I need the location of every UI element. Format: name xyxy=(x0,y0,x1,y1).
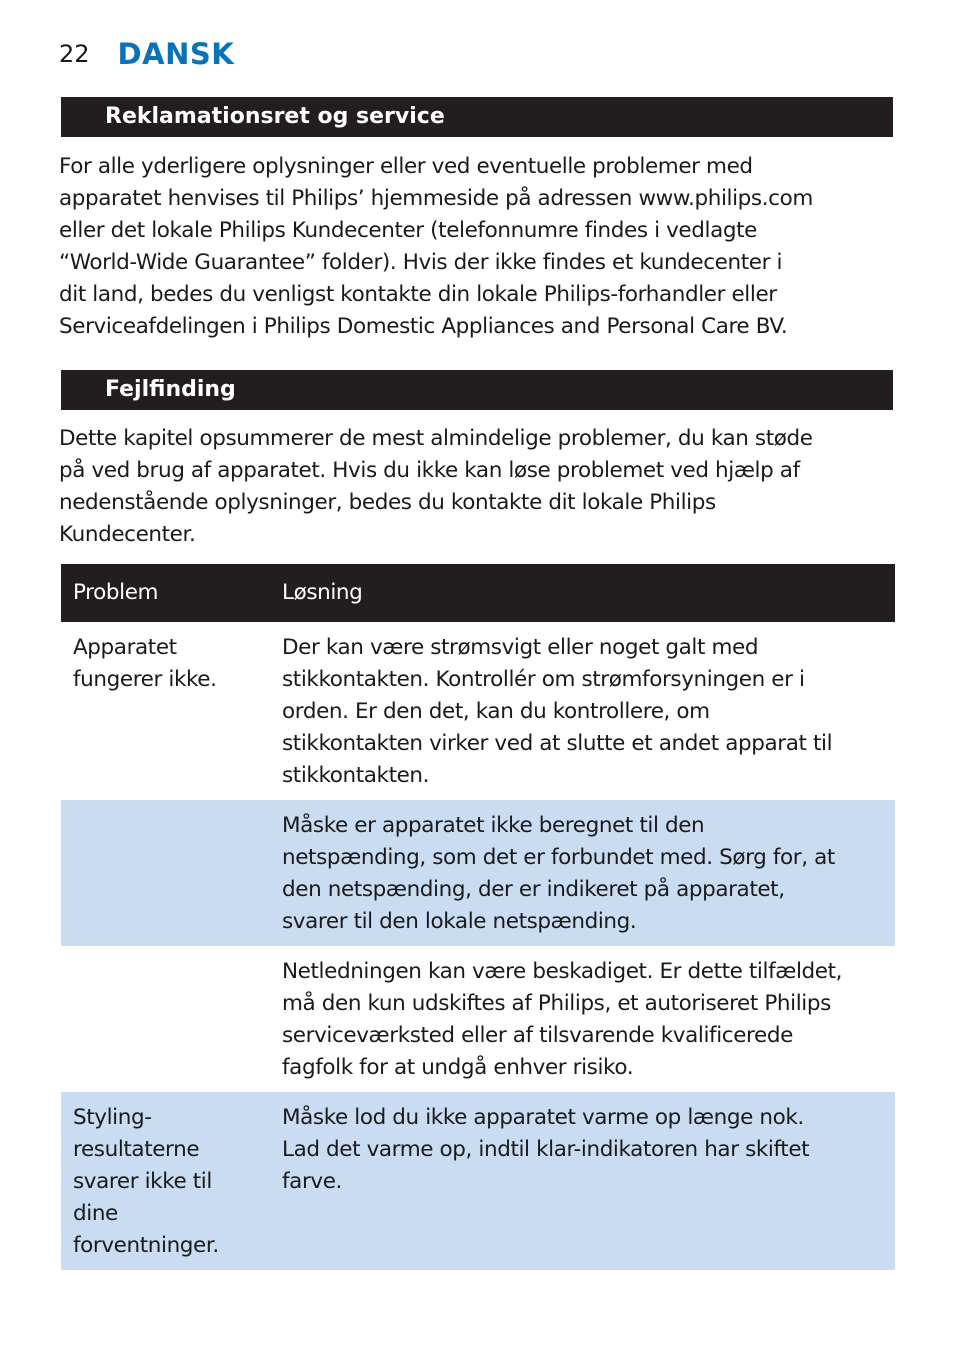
cell-line: resultaterne xyxy=(73,1137,200,1162)
cell-line: fungerer ikke. xyxy=(73,667,217,692)
text-line: Kundecenter. xyxy=(59,522,196,547)
text-line: For alle yderligere oplysninger eller ved eventuelle problemer med xyxy=(59,154,753,179)
cell-line: netspænding, som det er forbundet med. Sørg for, at xyxy=(282,845,835,870)
cell-line: stikkontakten. Kontrollér om strømforsyningen er i xyxy=(282,667,805,692)
language-title: DANSK xyxy=(117,37,235,71)
section-heading-troubleshooting: Fejlfinding xyxy=(61,370,893,410)
cell-line: svarer ikke til xyxy=(73,1169,212,1194)
cell-line: den netspænding, der er indikeret på apparatet, xyxy=(282,877,785,902)
problem-cell xyxy=(61,622,270,800)
table-header-row xyxy=(61,564,895,622)
problem-cell xyxy=(61,946,270,1092)
cell-line: Måske er apparatet ikke beregnet til den xyxy=(282,813,705,838)
cell-line: farve. xyxy=(282,1169,342,1194)
warranty-paragraph xyxy=(59,151,899,343)
cell-line: dine xyxy=(73,1201,118,1226)
cell-line: Netledningen kan være beskadiget. Er dette tilfældet, xyxy=(282,959,843,984)
text-line: Dette kapitel opsummerer de mest almindelige problemer, du kan støde xyxy=(59,426,813,451)
troubleshooting-paragraph xyxy=(59,423,899,551)
text-line: nedenstående oplysninger, bedes du kontakte dit lokale Philips xyxy=(59,490,716,515)
cell-line: stikkontakten. xyxy=(282,763,430,788)
text-line: på ved brug af apparatet. Hvis du ikke kan løse problemet ved hjælp af xyxy=(59,458,800,483)
cell-line: Der kan være strømsvigt eller noget galt med xyxy=(282,635,759,660)
troubleshooting-table xyxy=(61,564,895,1270)
text-line: eller det lokale Philips Kundecenter (telefonnumre findes i vedlagte xyxy=(59,218,757,243)
problem-cell xyxy=(61,1092,270,1270)
cell-line: Styling- xyxy=(73,1105,152,1130)
text-line: “World-Wide Guarantee” folder). Hvis der ikke findes et kundecenter i xyxy=(59,250,783,275)
website-link[interactable]: www.philips.com xyxy=(638,186,813,211)
solution-cell xyxy=(270,946,895,1092)
cell-line: Apparatet xyxy=(73,635,177,660)
text-line xyxy=(59,183,899,215)
solution-cell xyxy=(270,800,895,946)
cell-line: svarer til den lokale netspænding. xyxy=(282,909,637,934)
cell-line: serviceværksted eller af tilsvarende kvalificerede xyxy=(282,1023,793,1048)
cell-line: orden. Er den det, kan du kontrollere, om xyxy=(282,699,710,724)
cell-line: må den kun udskiftes af Philips, et autoriseret Philips xyxy=(282,991,831,1016)
table-row xyxy=(61,800,895,946)
problem-cell xyxy=(61,800,270,946)
solution-cell xyxy=(270,1092,895,1270)
page-number: 22 xyxy=(59,40,90,68)
table-row xyxy=(61,622,895,800)
table-row xyxy=(61,1092,895,1270)
column-header-problem: Problem xyxy=(61,564,270,622)
cell-line: Lad det varme op, indtil klar-indikatoren har skiftet xyxy=(282,1137,810,1162)
column-header-solution: Løsning xyxy=(270,564,895,622)
cell-line: Måske lod du ikke apparatet varme op længe nok. xyxy=(282,1105,804,1130)
text-segment: apparatet henvises til Philips’ hjemmeside på adressen xyxy=(59,186,639,211)
cell-line: stikkontakten virker ved at slutte et andet apparat til xyxy=(282,731,833,756)
solution-cell xyxy=(270,622,895,800)
page-header xyxy=(59,34,234,74)
text-line: Serviceafdelingen i Philips Domestic Appliances and Personal Care BV. xyxy=(59,314,788,339)
section-heading-warranty: Reklamationsret og service xyxy=(61,97,893,137)
cell-line: fagfolk for at undgå enhver risiko. xyxy=(282,1055,634,1080)
table-row xyxy=(61,946,895,1092)
cell-line: forventninger. xyxy=(73,1233,219,1258)
text-line: dit land, bedes du venligst kontakte din lokale Philips-forhandler eller xyxy=(59,282,777,307)
